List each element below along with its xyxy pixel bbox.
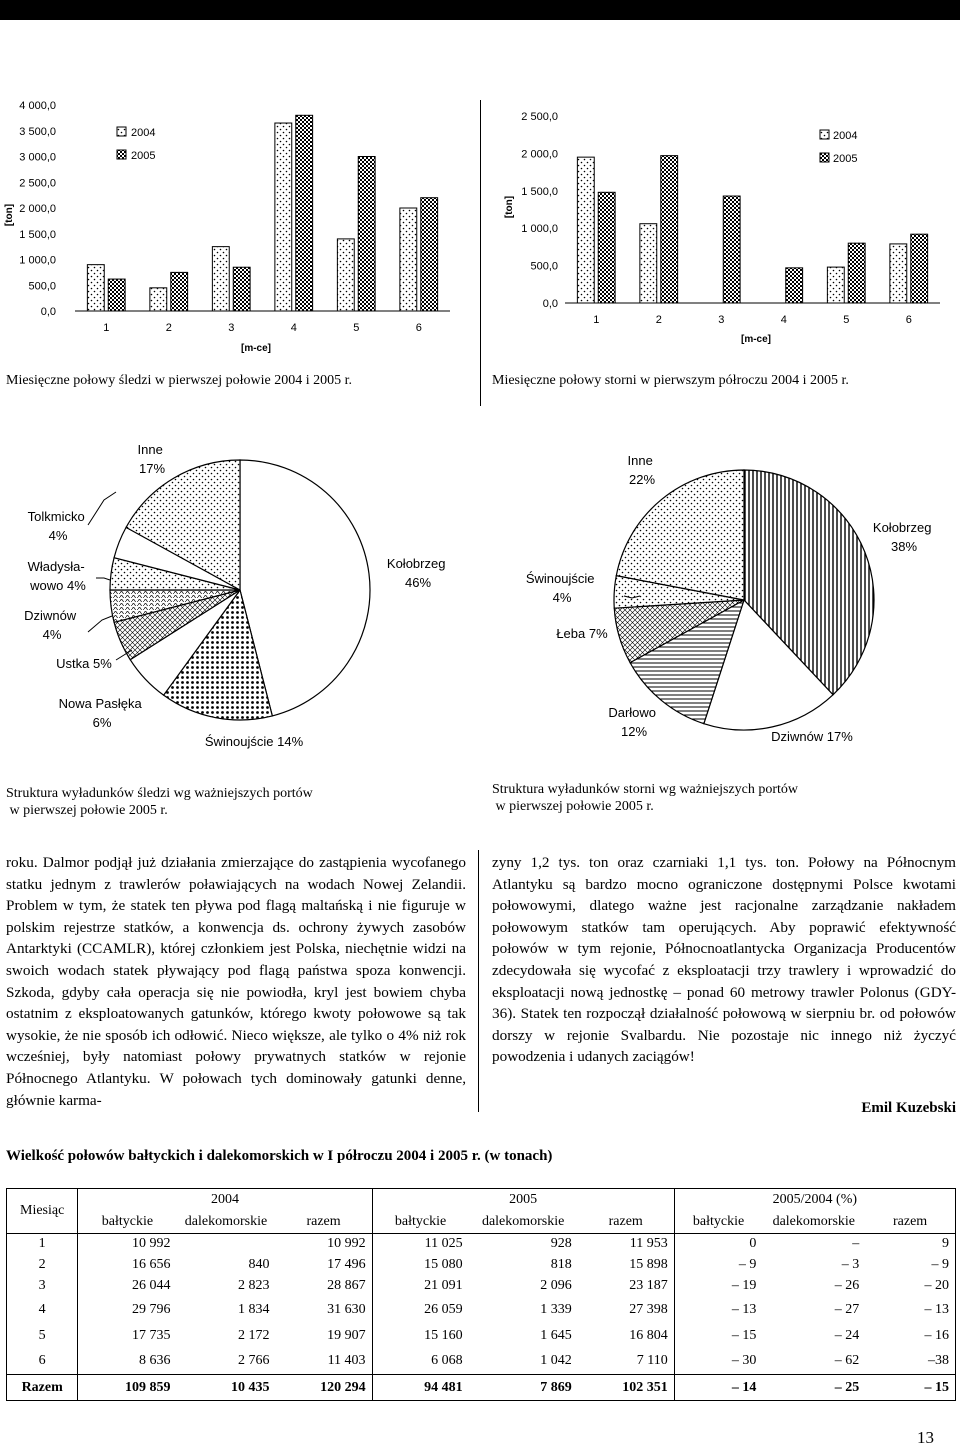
table-cell [176, 1234, 275, 1255]
article-left-column: roku. Dalmor podjął już działania zmierzające do zastąpienia wycofanego statku jednym z trawlerów poławiających na wodach Nowej Zelandii. Problem w tym, że statek ten pływa pod flagą maltańską i nie figuruje w polskim rejestrze statków, a konwencja ds. ochrony żywych zasobów Antarktyki (CCAMLR), której członkiem jest Polska, niechętnie widzi na swoich wodach statek pływający pod flagą państwa spoza konwencji. Szkoda, gdyby cała operacja się nie powiodła, kryl jest bowiem chyba ostatnim z eksploatowanych gatunków, którego kwoty połowowe są tak wysokie, że nie sposób ich odłowić. Nieco większe, ale tylko o 4% niż rok wcześniej, były natomiast połowy prywatnych statków w rejonie Północnego Atlantyku. W połowach tych dominowały gatunki denne, głównie karma- [6, 854, 466, 1109]
table-total-row [7, 1375, 956, 1401]
pie-label-swinoujscie: Świnoujście 4% [525, 571, 595, 605]
table-cell-month: 1 [7, 1234, 78, 1255]
table-cell: 28 867 [276, 1276, 373, 1297]
table-cell: – 15 [865, 1375, 955, 1401]
flounder-bar-2004-m6 [890, 244, 907, 303]
table-cell: 0 [749, 1236, 757, 1252]
herring-y-unit: [ton] [4, 203, 15, 227]
table-cell: – 3 [841, 1257, 860, 1272]
table-cell: 1 339 [540, 1301, 572, 1317]
y-tick-label: 3 000,0 [19, 151, 56, 164]
flounder-bar-2005-m2 [661, 156, 678, 303]
pie-label-leba: Łeba 7% [556, 626, 608, 641]
flounder-y-unit: [ton] [504, 195, 515, 219]
y-tick-label: 3 500,0 [19, 125, 56, 138]
subheader: dalekomorskie [176, 1211, 275, 1234]
table-cell: 8 636 [138, 1353, 171, 1369]
table-cell: 11 953 [578, 1234, 675, 1255]
table-cell-month: 3 [7, 1276, 78, 1297]
table-cell: – 14 [674, 1375, 762, 1401]
flounder-pie-caption: Struktura wyładunków storni wg ważniejszych portów w pierwszej połowie 2005 r. [492, 782, 798, 814]
y-tick-label: 4 000,0 [19, 100, 56, 112]
x-tick-label: 5 [843, 314, 850, 326]
flounder-bar-2005-m6 [911, 234, 928, 303]
table-cell: 2 172 [238, 1327, 270, 1343]
table-cell: 26 044 [131, 1278, 171, 1293]
table-cell: 6 068 [431, 1353, 463, 1369]
flounder-bar-2005-m3 [723, 196, 740, 303]
herring-bar-2005-m1 [108, 279, 125, 311]
pie-label-kolobrzeg: Kołobrzeg 46% [386, 556, 446, 590]
table-cell-month: 4 [7, 1297, 78, 1323]
y-tick-label: 2 000,0 [521, 148, 558, 161]
legend-2004: 2004 [131, 127, 156, 139]
table-cell-month: 6 [7, 1349, 78, 1375]
table-row [7, 1234, 956, 1255]
table-row [7, 1297, 956, 1323]
herring-legend [117, 127, 155, 162]
page-number: 13 [917, 1428, 934, 1447]
table-cell: 15 160 [424, 1327, 463, 1343]
table-cell: – [852, 1236, 860, 1252]
herring-bar-2004-m4 [275, 123, 292, 311]
table-cell: 10 435 [176, 1375, 275, 1401]
table-cell: – 62 [834, 1353, 860, 1369]
herring-bar-2005-m2 [171, 272, 188, 311]
table-cell-month: 5 [7, 1323, 78, 1349]
subheader: dalekomorskie [762, 1211, 865, 1234]
table-cell: –38 [865, 1349, 955, 1375]
table-cell: 21 091 [424, 1278, 463, 1293]
table-cell: 94 481 [372, 1375, 469, 1401]
subheader: razem [276, 1211, 373, 1234]
x-tick-label: 4 [780, 314, 787, 326]
x-tick-label: 2 [165, 322, 172, 334]
table-cell: 840 [248, 1257, 270, 1272]
table-cell: – 20 [865, 1276, 955, 1297]
pie-label-kolobrzeg: Kołobrzeg 38% [872, 520, 932, 554]
x-tick-label: 3 [718, 314, 725, 326]
table-cell: – 16 [865, 1323, 955, 1349]
table-cell: 2 096 [540, 1278, 572, 1293]
herring-bar-2005-m3 [233, 267, 250, 311]
table-cell: 17 735 [131, 1327, 171, 1343]
table-header-miesiac: Miesiąc [7, 1189, 78, 1234]
pie-label-swinoujscie: Świnoujście 14% [204, 734, 304, 749]
table-cell: 17 496 [276, 1255, 373, 1276]
table-cell: 928 [550, 1236, 572, 1252]
table-cell: 109 859 [78, 1375, 177, 1401]
flounder-bar-2004-m5 [827, 267, 844, 303]
y-tick-label: 2 000,0 [19, 203, 56, 215]
flounder-bar-chart [490, 95, 960, 360]
y-tick-label: 500,0 [530, 260, 558, 273]
table-cell-month: 2 [7, 1255, 78, 1276]
x-tick-label: 2 [655, 314, 662, 326]
table-cell: 29 796 [131, 1301, 171, 1317]
herring-bar-2004-m3 [212, 247, 229, 311]
x-tick-label: 4 [290, 322, 297, 334]
pie-label-tolkmicko: Tolkmicko 4% [27, 509, 85, 543]
y-tick-label: 0,0 [40, 306, 56, 318]
pie-label-inne: Inne 22% [627, 453, 656, 487]
flounder-legend [820, 130, 857, 165]
table-cell: 818 [550, 1257, 572, 1272]
table-cell: 1 645 [540, 1327, 572, 1343]
herring-bar-2005-m5 [358, 157, 375, 312]
table-cell: 7 110 [578, 1349, 675, 1375]
legend-2004: 2004 [833, 130, 858, 142]
table-header-ratio: 2005/2004 (%) [674, 1189, 955, 1212]
flounder-bar-2005-m5 [848, 243, 865, 303]
table-cell: 10 992 [276, 1234, 373, 1255]
table-cell: 1 042 [540, 1353, 572, 1369]
subheader: bałtyckie [78, 1211, 177, 1234]
legend-2005: 2005 [131, 150, 156, 162]
x-tick-label: 5 [353, 322, 360, 334]
herring-bar-caption: Miesięczne połowy śledzi w pierwszej połowie 2004 i 2005 r. [6, 373, 353, 388]
table-cell: 27 398 [578, 1297, 675, 1323]
y-tick-label: 0,0 [542, 298, 558, 310]
table-cell: 15 080 [424, 1257, 463, 1272]
flounder-bar-2005-m1 [598, 192, 615, 303]
table-cell-month: Razem [7, 1375, 78, 1401]
table-cell: 31 630 [276, 1297, 373, 1323]
column-divider [480, 100, 481, 406]
x-tick-label: 1 [103, 322, 110, 334]
table-row [7, 1276, 956, 1297]
subheader: bałtyckie [674, 1211, 762, 1234]
table-cell: 23 187 [578, 1276, 675, 1297]
table-cell: – 19 [731, 1278, 757, 1293]
flounder-bar-caption: Miesięczne połowy storni w pierwszym półroczu 2004 i 2005 r. [492, 373, 849, 388]
article-right-column: zyny 1,2 tys. ton oraz czarniaki 1,1 tys. ton. Połowy na Północnym Atlantyku są bardzo mocno ograniczone dostępnymi Polsce kwotami połowowymi, dlatego ważne jest racjonalne zarządzanie nakładem połowowym statków tam operujących. Aby poprawić efektywność połowów w tym rejonie, Północnoatlantycka Organizacja Producentów zdecydowała się wycofać z eksploatacji trzy trawlery i wprowadzić do eksploatacji nową jednostkę – ponad 60 metrowy trawler Polonus (GDY-36). Statek ten rozpoczął działalność połowową w sierpniu br. od połowów dorszy w rejonie Svalbardu. Nie pozostaje nic innego niż życzyć powodzenia i udanych zaciągów! [492, 854, 956, 1066]
table-row [7, 1255, 956, 1276]
table-cell: 7 869 [469, 1375, 578, 1401]
table-cell: – 24 [834, 1327, 860, 1343]
table-cell: 102 351 [578, 1375, 675, 1401]
pie-label-dziwnow: Dziwnów 17% [771, 729, 853, 744]
x-tick-label: 6 [905, 314, 912, 326]
table-cell: – 26 [834, 1278, 860, 1293]
pie-label-inne: Inne 17% [137, 442, 166, 476]
pie-label-dziwnow: Dziwnów 4% [24, 608, 77, 642]
herring-bar-2004-m6 [400, 208, 417, 311]
flounder-bar-2004-m2 [640, 224, 657, 303]
table-cell: 26 059 [424, 1301, 463, 1317]
table-cell: – 30 [731, 1353, 757, 1369]
subheader: razem [865, 1211, 955, 1234]
y-tick-label: 1 000,0 [19, 254, 56, 267]
table-header-2005: 2005 [372, 1189, 674, 1212]
pie-label-wladyslawowo: Władysła- wowo 4% [27, 559, 86, 593]
subheader: razem [578, 1211, 675, 1234]
article-column-divider [478, 850, 479, 1112]
flounder-x-unit: [m-ce] [740, 334, 772, 345]
subheader: dalekomorskie [469, 1211, 578, 1234]
herring-bar-chart [0, 95, 470, 360]
y-tick-label: 500,0 [28, 280, 56, 293]
table-cell: 2 766 [238, 1353, 270, 1369]
table-cell: 19 907 [276, 1323, 373, 1349]
x-tick-label: 1 [593, 314, 600, 326]
herring-pie-caption: Struktura wyładunków śledzi wg ważniejszych portów w pierwszej połowie 2005 r. [6, 786, 313, 818]
pie-label-ustka: Ustka 5% [56, 656, 112, 671]
table-cell: – 25 [762, 1375, 865, 1401]
table-cell: 10 992 [131, 1236, 171, 1252]
flounder-pie-chart [480, 430, 960, 770]
table-cell: 11 403 [276, 1349, 373, 1375]
table-row [7, 1349, 956, 1375]
table-cell: – 13 [731, 1301, 757, 1317]
table-cell: – 9 [738, 1257, 757, 1272]
table-cell: 120 294 [276, 1375, 373, 1401]
table-cell: 2 823 [238, 1278, 270, 1293]
y-tick-label: 1 000,0 [521, 223, 558, 236]
table-cell: 16 804 [578, 1323, 675, 1349]
y-tick-label: 1 500,0 [19, 228, 56, 241]
y-tick-label: 2 500,0 [521, 111, 558, 123]
catch-table [6, 1188, 956, 1401]
page-header-bar [0, 0, 960, 20]
y-tick-label: 2 500,0 [19, 177, 56, 190]
x-tick-label: 3 [228, 322, 235, 334]
table-cell: – 27 [834, 1301, 860, 1317]
herring-x-unit: [m-ce] [240, 343, 272, 354]
x-tick-label: 6 [415, 322, 422, 334]
table-cell: 1 834 [238, 1301, 270, 1317]
herring-bar-2004-m5 [337, 239, 354, 311]
table-row [7, 1323, 956, 1349]
table-cell: 11 025 [424, 1236, 463, 1252]
table-cell: – 9 [865, 1255, 955, 1276]
pie-label-nowa-pasleka: Nowa Pasłęka 6% [58, 696, 142, 730]
pie-label-darlowo: Darłowo 12% [608, 705, 657, 739]
herring-bar-2005-m6 [421, 198, 438, 311]
table-header-2004: 2004 [78, 1189, 372, 1212]
table-cell: – 13 [865, 1297, 955, 1323]
table-cell: – 15 [731, 1327, 757, 1343]
flounder-bar-2005-m4 [786, 268, 803, 303]
article-author: Emil Kuzebski [861, 1100, 956, 1116]
y-tick-label: 1 500,0 [521, 185, 558, 198]
table-title: Wielkość połowów bałtyckich i dalekomorskich w I półroczu 2004 i 2005 r. (w tonach) [6, 1148, 553, 1164]
herring-bar-2004-m2 [150, 288, 167, 311]
herring-pie-chart [0, 430, 480, 770]
herring-bar-2004-m1 [87, 265, 104, 311]
table-cell: 9 [865, 1234, 955, 1255]
table-cell: 16 656 [131, 1257, 171, 1272]
table-cell: 15 898 [578, 1255, 675, 1276]
subheader: bałtyckie [372, 1211, 469, 1234]
flounder-bar-2004-m1 [577, 157, 594, 303]
herring-bar-2005-m4 [296, 115, 313, 311]
legend-2005: 2005 [833, 153, 858, 165]
